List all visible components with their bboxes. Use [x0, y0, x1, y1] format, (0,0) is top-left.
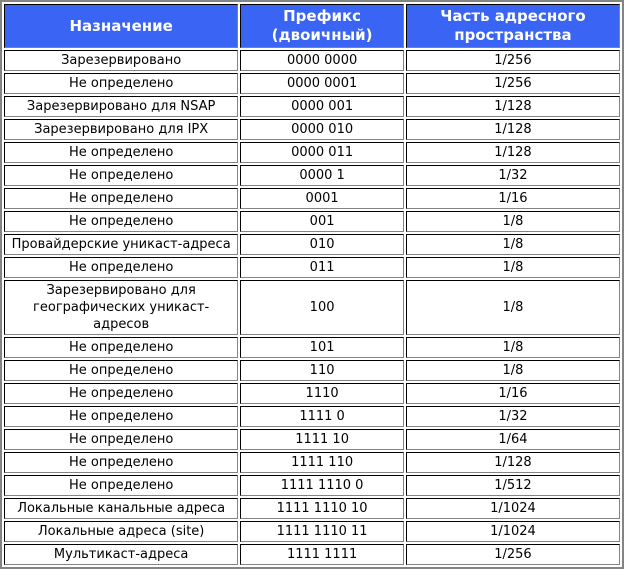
- share-cell: 1/1024: [406, 521, 620, 542]
- prefix-cell: 110: [240, 360, 404, 381]
- share-cell: 1/8: [406, 211, 620, 232]
- purpose-cell: Локальные канальные адреса: [4, 498, 238, 519]
- share-cell: 1/8: [406, 360, 620, 381]
- table-row: [4, 96, 620, 117]
- purpose-cell: Не определено: [4, 165, 238, 186]
- prefix-cell: 0000 0000: [240, 50, 404, 71]
- share-cell: 1/8: [406, 337, 620, 358]
- purpose-cell: Не определено: [4, 257, 238, 278]
- table-row: [4, 119, 620, 140]
- prefix-cell: 0000 010: [240, 119, 404, 140]
- table-row: [4, 429, 620, 450]
- prefix-cell: 0000 001: [240, 96, 404, 117]
- header-row: [4, 4, 620, 48]
- table-row: [4, 280, 620, 335]
- purpose-cell: Мультикаст-адреса: [4, 544, 238, 565]
- table-row: [4, 257, 620, 278]
- prefix-cell: 010: [240, 234, 404, 255]
- share-cell: 1/32: [406, 406, 620, 427]
- share-cell: 1/128: [406, 142, 620, 163]
- prefix-cell: 1111 10: [240, 429, 404, 450]
- table-row: [4, 234, 620, 255]
- purpose-cell: Не определено: [4, 360, 238, 381]
- prefix-cell: 1111 1110 10: [240, 498, 404, 519]
- prefix-cell: 1110: [240, 383, 404, 404]
- share-cell: 1/1024: [406, 498, 620, 519]
- purpose-cell: Локальные адреса (site): [4, 521, 238, 542]
- share-cell: 1/32: [406, 165, 620, 186]
- share-cell: 1/512: [406, 475, 620, 496]
- share-cell: 1/8: [406, 257, 620, 278]
- prefix-cell: 1111 110: [240, 452, 404, 473]
- column-header-share: Часть адресного пространства: [406, 4, 620, 48]
- purpose-cell: Зарезервировано для географических уникаст-адресов: [4, 280, 238, 335]
- table-row: [4, 498, 620, 519]
- prefix-cell: 100: [240, 280, 404, 335]
- table-row: [4, 383, 620, 404]
- table-row: [4, 73, 620, 94]
- table-row: [4, 452, 620, 473]
- share-cell: 1/64: [406, 429, 620, 450]
- column-header-purpose: Назначение: [4, 4, 238, 48]
- share-cell: 1/128: [406, 452, 620, 473]
- purpose-cell: Не определено: [4, 452, 238, 473]
- share-cell: 1/256: [406, 544, 620, 565]
- prefix-cell: 001: [240, 211, 404, 232]
- table-row: [4, 360, 620, 381]
- prefix-cell: 1111 1110 0: [240, 475, 404, 496]
- share-cell: 1/16: [406, 188, 620, 209]
- prefix-cell: 0000 0001: [240, 73, 404, 94]
- share-cell: 1/128: [406, 119, 620, 140]
- table-row: [4, 337, 620, 358]
- purpose-cell: Не определено: [4, 429, 238, 450]
- share-cell: 1/8: [406, 234, 620, 255]
- purpose-cell: Провайдерские уникаст-адреса: [4, 234, 238, 255]
- table-row: [4, 142, 620, 163]
- prefix-cell: 0001: [240, 188, 404, 209]
- purpose-cell: Не определено: [4, 211, 238, 232]
- share-cell: 1/256: [406, 73, 620, 94]
- prefix-cell: 1111 0: [240, 406, 404, 427]
- prefix-cell: 1111 1111: [240, 544, 404, 565]
- share-cell: 1/16: [406, 383, 620, 404]
- purpose-cell: Не определено: [4, 337, 238, 358]
- table-row: [4, 544, 620, 565]
- purpose-cell: Зарезервировано для NSAP: [4, 96, 238, 117]
- prefix-cell: 1111 1110 11: [240, 521, 404, 542]
- purpose-cell: Зарезервировано для IPX: [4, 119, 238, 140]
- purpose-cell: Не определено: [4, 383, 238, 404]
- purpose-cell: Не определено: [4, 142, 238, 163]
- share-cell: 1/128: [406, 96, 620, 117]
- table-row: [4, 406, 620, 427]
- share-cell: 1/8: [406, 280, 620, 335]
- table-row: [4, 50, 620, 71]
- table-row: [4, 188, 620, 209]
- purpose-cell: Не определено: [4, 406, 238, 427]
- table-row: [4, 521, 620, 542]
- share-cell: 1/256: [406, 50, 620, 71]
- prefix-cell: 0000 011: [240, 142, 404, 163]
- table-row: [4, 475, 620, 496]
- prefix-cell: 011: [240, 257, 404, 278]
- purpose-cell: Не определено: [4, 475, 238, 496]
- purpose-cell: Зарезервировано: [4, 50, 238, 71]
- prefix-cell: 101: [240, 337, 404, 358]
- prefix-cell: 0000 1: [240, 165, 404, 186]
- table-body: [4, 50, 620, 565]
- table-row: [4, 165, 620, 186]
- table-row: [4, 211, 620, 232]
- purpose-cell: Не определено: [4, 188, 238, 209]
- column-header-prefix: Префикс (двоичный): [240, 4, 404, 48]
- purpose-cell: Не определено: [4, 73, 238, 94]
